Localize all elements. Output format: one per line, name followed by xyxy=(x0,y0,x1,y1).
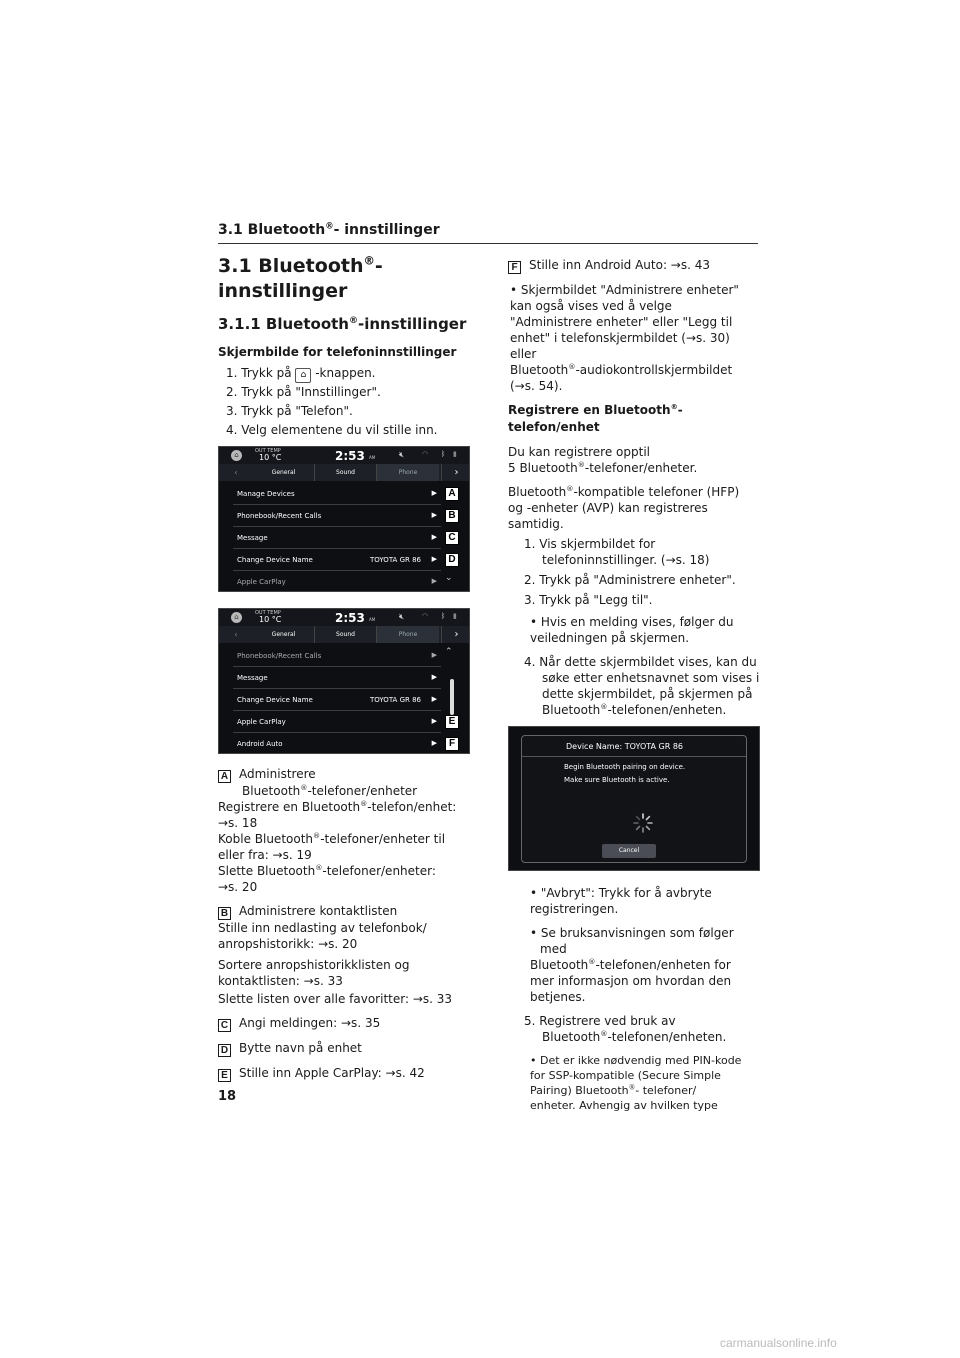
register-step-3: 3. Trykk på "Legg til". xyxy=(524,593,653,607)
phone-settings-screenshot-2 xyxy=(218,608,470,754)
pairing-screenshot xyxy=(508,726,760,871)
signal-icon: ▮ xyxy=(453,450,457,458)
bullet-cancel: • "Avbryt": Trykk for å avbryte registreringen. xyxy=(530,886,712,916)
register-step-1: 1. Vis skjermbildet for telefoninnstillinger. (→s. 18) xyxy=(524,537,710,567)
paragraph-register-limit: Du kan registrere opptil 5 Bluetooth®-telefoner/enheter. xyxy=(508,445,698,475)
home-icon: ⌂ xyxy=(231,612,242,623)
bullet-see-manual: • Se bruksanvisningen som følger med Bluetooth®-telefonen/enheten for mer informasjon om hvordan den betjenes. xyxy=(530,926,734,1004)
triangle-right-icon: ▶ xyxy=(431,577,437,585)
triangle-right-icon: ▶ xyxy=(431,489,437,497)
label-e-icon: E xyxy=(218,1069,231,1082)
device-name-text: Device Name: TOYOTA GR 86 xyxy=(566,742,683,751)
dialog-divider xyxy=(522,756,746,757)
row-change-device-name[interactable]: Change Device Name TOYOTA GR 86 ▶ xyxy=(233,689,441,711)
row-phonebook[interactable]: Phonebook/Recent Calls ▶ xyxy=(233,505,441,527)
pairing-message-2: Make sure Bluetooth is active. xyxy=(564,776,670,784)
bullet-follow-instructions: • Hvis en melding vises, følger du veiledningen på skjermen. xyxy=(530,615,734,645)
label-c-icon: C xyxy=(218,1019,231,1032)
right-column xyxy=(508,257,760,1121)
entry-a: A Administrere Bluetooth®-telefoner/enheter Registrere en Bluetooth®-telefon/enhet: →s. 18 Koble Bluetooth®-telefoner/enheter til eller fra: →s. 19 Slette Bluetooth®-telefoner/enheter: →s. 20 xyxy=(218,767,457,894)
settings-tabs xyxy=(219,626,469,643)
bullet-pin-code: • Det er ikke nødvendig med PIN-kode for SSP-kompatible (Secure Simple Pairing) Bluetooth®- telefoner/ enheter. Avhengig av hvilken type xyxy=(530,1054,742,1112)
clock-ampm: AM xyxy=(369,617,376,622)
callout-e: E xyxy=(445,715,459,729)
callout-b: B xyxy=(445,509,459,523)
scrollbar[interactable] xyxy=(450,679,454,715)
step-2: 2. Trykk på "Innstillinger". xyxy=(226,385,381,399)
chevron-up-icon[interactable]: ⌃ xyxy=(445,647,453,657)
entry-e: E Stille inn Apple CarPlay: →s. 42 xyxy=(218,1065,470,1082)
mute-icon: 🔇︎ xyxy=(399,450,405,459)
header-rule xyxy=(218,243,758,244)
row-manage-devices[interactable]: Manage Devices ▶ xyxy=(233,483,441,505)
pairing-dialog xyxy=(521,735,747,863)
subheading-register: Registrere en Bluetooth®-telefon/enhet xyxy=(508,402,683,434)
section-title: 3.1 Bluetooth®- innstillinger xyxy=(218,253,383,302)
loading-spinner-icon xyxy=(632,812,654,834)
settings-tabs xyxy=(219,464,469,481)
chevron-down-icon[interactable]: ⌄ xyxy=(445,573,453,583)
chevron-right-icon[interactable]: › xyxy=(441,464,470,481)
chevron-right-icon[interactable]: › xyxy=(441,626,470,643)
running-head: 3.1 Bluetooth®- innstillinger xyxy=(218,220,440,238)
out-temp-value: 10 °C xyxy=(259,453,282,462)
steps-list xyxy=(226,364,470,440)
register-step-2: 2. Trykk på "Administrere enheter". xyxy=(524,573,736,587)
row-change-device-name[interactable]: Change Device Name TOYOTA GR 86 ▶ xyxy=(233,549,441,571)
out-temp-label: OUT TEMP xyxy=(255,610,281,616)
register-step-5: 5. Registrere ved bruk av Bluetooth®-telefonen/enheten. xyxy=(524,1014,727,1044)
callout-c: C xyxy=(445,531,459,545)
tab-phone[interactable]: Phone xyxy=(377,464,439,481)
triangle-right-icon: ▶ xyxy=(431,673,437,681)
callout-f: F xyxy=(445,737,459,751)
subsection-title: 3.1.1 Bluetooth®-innstillinger xyxy=(218,315,467,333)
entry-d: D Bytte navn på enhet xyxy=(218,1040,470,1057)
back-icon[interactable]: ‹ xyxy=(234,468,238,477)
subheading-phone-settings-screen: Skjermbilde for telefoninnstillinger xyxy=(218,345,457,359)
row-apple-carplay[interactable]: Apple CarPlay ▶ xyxy=(233,711,441,733)
row-android-auto[interactable]: Android Auto ▶ xyxy=(237,739,437,748)
entry-b: B Administrere kontaktlisten Stille inn nedlasting av telefonbok/ anropshistorikk: →s. 20 Sortere anropshistorikklisten og kontaktlisten: →s. 33 Slette listen over alle favoritter: →s. 33 xyxy=(218,904,453,1006)
triangle-right-icon: ▶ xyxy=(431,511,437,519)
tab-general[interactable]: General xyxy=(253,626,315,643)
bullet-manage-devices-note: • Skjermbildet "Administrere enheter" kan også vises ved å velge "Administrere enheter" eller "Legg til enhet" i telefonskjermbildet (→s. 30) eller Bluetooth®-audiokontrollskjermbildet (→s. 54). xyxy=(510,283,739,393)
triangle-right-icon: ▶ xyxy=(431,651,437,659)
page-number: 18 xyxy=(218,1089,237,1104)
mute-icon: 🔇︎ xyxy=(399,612,405,621)
home-icon: ⌂ xyxy=(231,450,242,461)
cancel-button[interactable]: Cancel xyxy=(602,844,656,858)
label-a-icon: A xyxy=(218,770,231,783)
entry-f: F Stille inn Android Auto: →s. 43 xyxy=(508,257,760,274)
pairing-message-1: Begin Bluetooth pairing on device. xyxy=(564,763,686,771)
register-step-4: 4. Når dette skjermbildet vises, kan du søke etter enhetsnavnet som vises i dette skjermbildet, på skjermen på Bluetooth®-telefonen/enheten. xyxy=(524,655,760,717)
tab-sound[interactable]: Sound xyxy=(315,626,377,643)
step-1: 1. Trykk på ⌂ -knappen. xyxy=(226,364,470,383)
step-4: 4. Velg elementene du vil stille inn. xyxy=(226,423,438,437)
phone-settings-screenshot-1 xyxy=(218,446,470,592)
step-3: 3. Trykk på "Telefon". xyxy=(226,404,353,418)
label-f-icon: F xyxy=(508,261,521,274)
row-message[interactable]: Message ▶ xyxy=(233,527,441,549)
row-phonebook[interactable]: Phonebook/Recent Calls ▶ xyxy=(233,645,441,667)
status-bar xyxy=(219,609,469,626)
tab-sound[interactable]: Sound xyxy=(315,464,377,481)
label-b-icon: B xyxy=(218,907,231,920)
triangle-right-icon: ▶ xyxy=(431,533,437,541)
clock: 2:53 xyxy=(335,611,365,625)
left-column xyxy=(218,254,470,1090)
wifi-icon: ◠ xyxy=(422,612,429,620)
home-icon: ⌂ xyxy=(295,368,311,383)
row-apple-carplay[interactable]: Apple CarPlay ▶ xyxy=(237,577,437,586)
triangle-right-icon: ▶ xyxy=(431,739,437,747)
entry-c: C Angi meldingen: →s. 35 xyxy=(218,1015,470,1032)
paragraph-hfp-avp: Bluetooth®-kompatible telefoner (HFP) og -enheter (AVP) kan registreres samtidig. xyxy=(508,484,740,531)
out-temp-label: OUT TEMP xyxy=(255,448,281,454)
clock: 2:53 xyxy=(335,449,365,463)
triangle-right-icon: ▶ xyxy=(431,717,437,725)
tab-phone[interactable]: Phone xyxy=(377,626,439,643)
triangle-right-icon: ▶ xyxy=(431,695,437,703)
out-temp-value: 10 °C xyxy=(259,615,282,624)
status-bar xyxy=(219,447,469,464)
bluetooth-icon: ᛒ xyxy=(441,450,446,458)
label-d-icon: D xyxy=(218,1044,231,1057)
triangle-right-icon: ▶ xyxy=(431,555,437,563)
watermark: carmanualsonline.info xyxy=(720,1336,837,1350)
wifi-icon: ◠ xyxy=(422,450,429,458)
tab-general[interactable]: General xyxy=(253,464,315,481)
callout-d: D xyxy=(445,553,459,567)
callout-a: A xyxy=(445,487,459,501)
clock-ampm: AM xyxy=(369,455,376,460)
row-message[interactable]: Message ▶ xyxy=(233,667,441,689)
back-icon[interactable]: ‹ xyxy=(234,630,238,639)
signal-icon: ▮ xyxy=(453,612,457,620)
bluetooth-icon: ᛒ xyxy=(441,612,446,620)
